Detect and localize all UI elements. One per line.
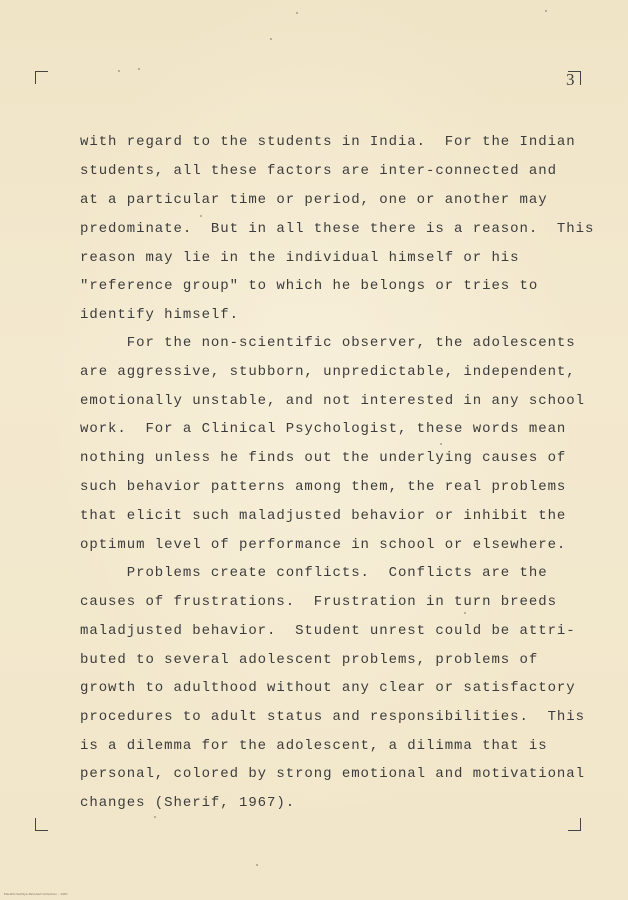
- text-line: optimum level of performance in school or elsewhere.: [80, 537, 567, 553]
- text-line: at a particular time or period, one or another may: [80, 192, 548, 208]
- text-line: students, all these factors are inter-connected and: [80, 163, 557, 179]
- text-line: is a dilemma for the adolescent, a dilimma that is: [80, 738, 548, 754]
- paper-speck: [154, 816, 156, 818]
- text-line: personal, colored by strong emotional and motivational: [80, 766, 585, 782]
- text-line: identify himself.: [80, 307, 239, 323]
- paper-speck: [270, 38, 272, 40]
- paper-speck: [200, 215, 202, 217]
- footer-note: Marathi Sahitya Parishad Collection - 1967: [4, 892, 68, 896]
- text-line: are aggressive, stubborn, unpredictable, independent,: [80, 364, 576, 380]
- text-line: "reference group" to which he belongs or tries to: [80, 278, 539, 294]
- text-line: Problems create conflicts. Conflicts are the: [80, 565, 548, 581]
- paper-speck: [545, 10, 547, 12]
- text-line: nothing unless he finds out the underlying causes of: [80, 450, 567, 466]
- paper-speck: [464, 612, 466, 614]
- text-line: For the non-scientific observer, the adolescents: [80, 335, 576, 351]
- text-line: causes of frustrations. Frustration in turn breeds: [80, 594, 557, 610]
- text-line: work. For a Clinical Psychologist, these words mean: [80, 421, 567, 437]
- page-number: 3: [566, 70, 575, 89]
- text-line: changes (Sherif, 1967).: [80, 795, 296, 811]
- text-line: that elicit such maladjusted behavior or inhibit the: [80, 508, 567, 524]
- text-line: such behavior patterns among them, the real problems: [80, 479, 567, 495]
- paper-speck: [138, 68, 140, 70]
- paper-speck: [296, 12, 298, 14]
- text-line: with regard to the students in India. For the Indian: [80, 134, 576, 150]
- text-line: predominate. But in all these there is a reason. This: [80, 221, 595, 237]
- text-line: growth to adulthood without any clear or satisfactory: [80, 680, 576, 696]
- text-line: procedures to adult status and responsibilities. This: [80, 709, 585, 725]
- crop-mark-top-right-vertical: [580, 71, 581, 85]
- crop-mark-top-left: [35, 71, 48, 84]
- text-line: buted to several adolescent problems, problems of: [80, 652, 539, 668]
- text-line: maladjusted behavior. Student unrest could be attri-: [80, 623, 576, 639]
- paper-speck: [256, 864, 258, 866]
- crop-mark-bottom-left: [35, 818, 48, 831]
- paper-speck: [440, 443, 442, 445]
- crop-mark-bottom-right: [568, 818, 581, 831]
- text-line: emotionally unstable, and not interested in any school: [80, 393, 585, 409]
- paper-speck: [118, 70, 120, 72]
- text-line: reason may lie in the individual himself or his: [80, 250, 520, 266]
